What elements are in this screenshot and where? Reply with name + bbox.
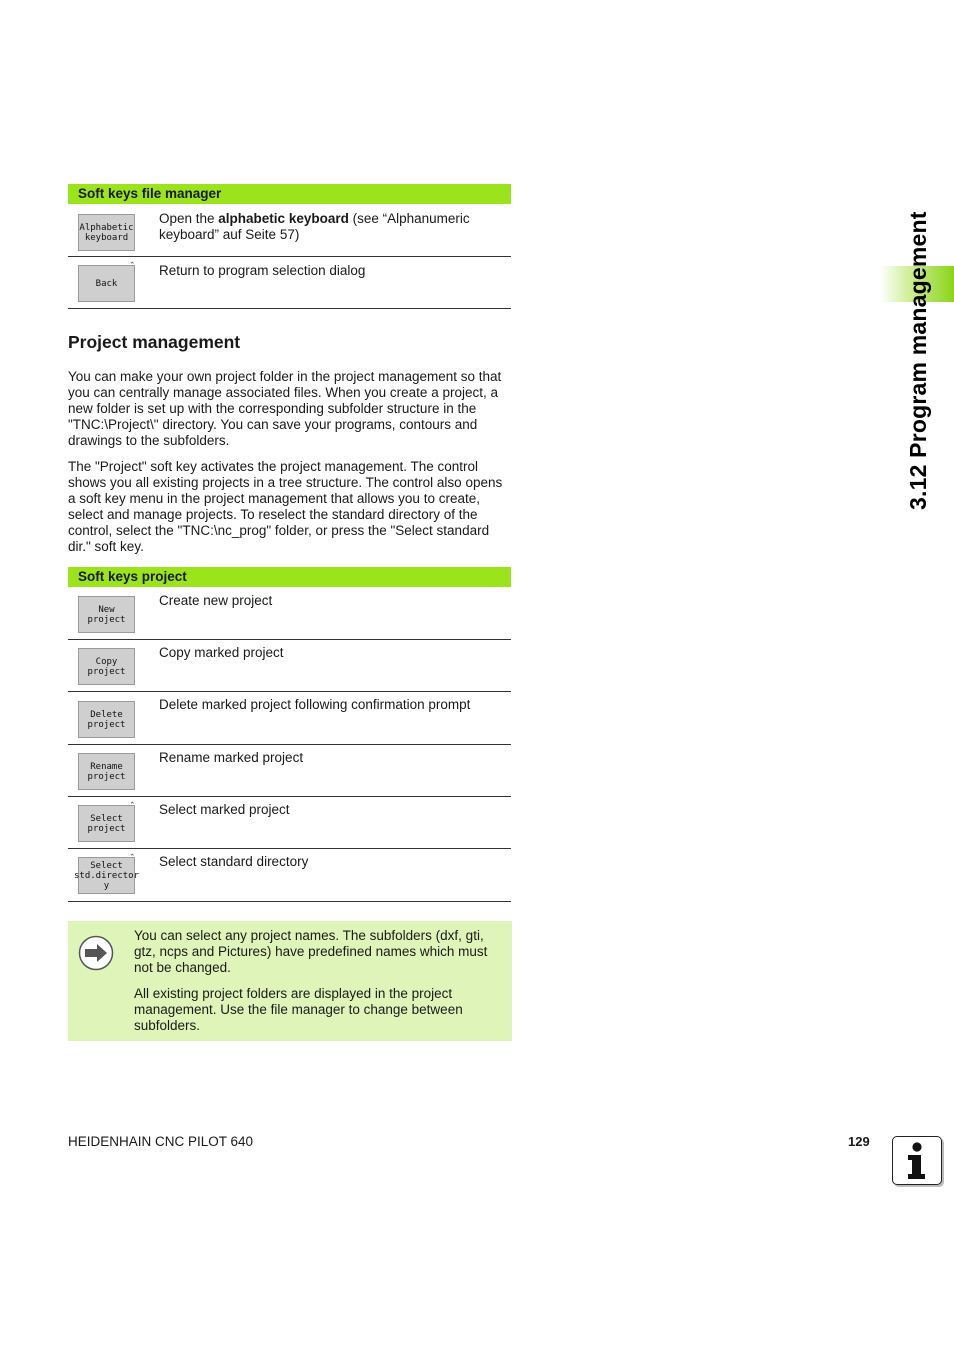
table-header: Soft keys file manager [68,184,511,204]
table-row [68,587,511,640]
info-icon [892,1136,942,1185]
paragraph: You can make your own project folder in the project management so that you can centrally manage associated files. When you create a project, a new folder is set up with the corresponding subfolder structure in the "TNC:\Project\" directory. You can save your programs, contours and drawings to the subfolders. [68,369,502,448]
note-paragraph: You can select any project names. The subfolders (dxf, gti, gtz, ncps and Pictures) have predefined names which must not be changed. [134,928,488,975]
softkey-select-standard-directory[interactable]: ˆ Select std.director y [78,857,135,894]
table-row [68,797,511,849]
softkey-new-project[interactable]: New project [78,596,135,633]
softkey-delete-project[interactable]: Delete project [78,701,135,738]
toggle-marker-icon: ˆ [129,854,135,864]
softkey-back[interactable]: ˆ Back [78,265,135,302]
row-description: Rename marked project [159,750,304,765]
paragraph: The "Project" soft key activates the project management. The control shows you all existing projects in a tree structure. The control also opens a soft key menu in the project management that allows you to create, select and manage projects. To reselect the standard directory of the control, select the "TNC:\nc_prog" folder, or press the "Select standard dir." soft key. [68,459,503,554]
bold-term: alphabetic keyboard [218,211,349,226]
softkey-select-project[interactable]: ˆ Select project [78,805,135,842]
row-description: Copy marked project [159,645,284,660]
row-description: Delete marked project following confirmation prompt [159,697,471,712]
row-description: Open the alphabetic keyboard (see “Alphanumeric keyboard” auf Seite 57) [159,211,470,242]
row-description: Select standard directory [159,854,309,869]
table-row [68,257,511,309]
section-title: Project management [68,332,241,352]
note-box [68,921,512,1041]
softkeys-project-table [68,567,511,902]
table-row [68,204,511,257]
row-description: Return to program selection dialog [159,263,366,278]
toggle-marker-icon: ˆ [129,262,135,272]
row-description: Select marked project [159,802,290,817]
table-row [68,692,511,745]
row-description: Create new project [159,593,273,608]
softkeys-file-manager-table [68,184,511,309]
footer-product-name: HEIDENHAIN CNC PILOT 640 [68,1134,254,1149]
softkey-rename-project[interactable]: Rename project [78,753,135,790]
toggle-marker-icon: ˆ [129,802,135,812]
page-number: 129 [848,1134,870,1149]
table-row [68,849,511,902]
table-row [68,745,511,797]
chapter-title: 3.12 Program management [905,211,931,510]
softkey-copy-project[interactable]: Copy project [78,648,135,685]
note-paragraph: All existing project folders are displayed in the project management. Use the file manager to change between subfolders. [134,986,463,1033]
table-row [68,640,511,692]
table-header: Soft keys project [68,567,511,587]
softkey-alphabetic-keyboard[interactable]: Alphabetic keyboard [78,214,135,251]
arrow-right-icon [78,935,114,971]
